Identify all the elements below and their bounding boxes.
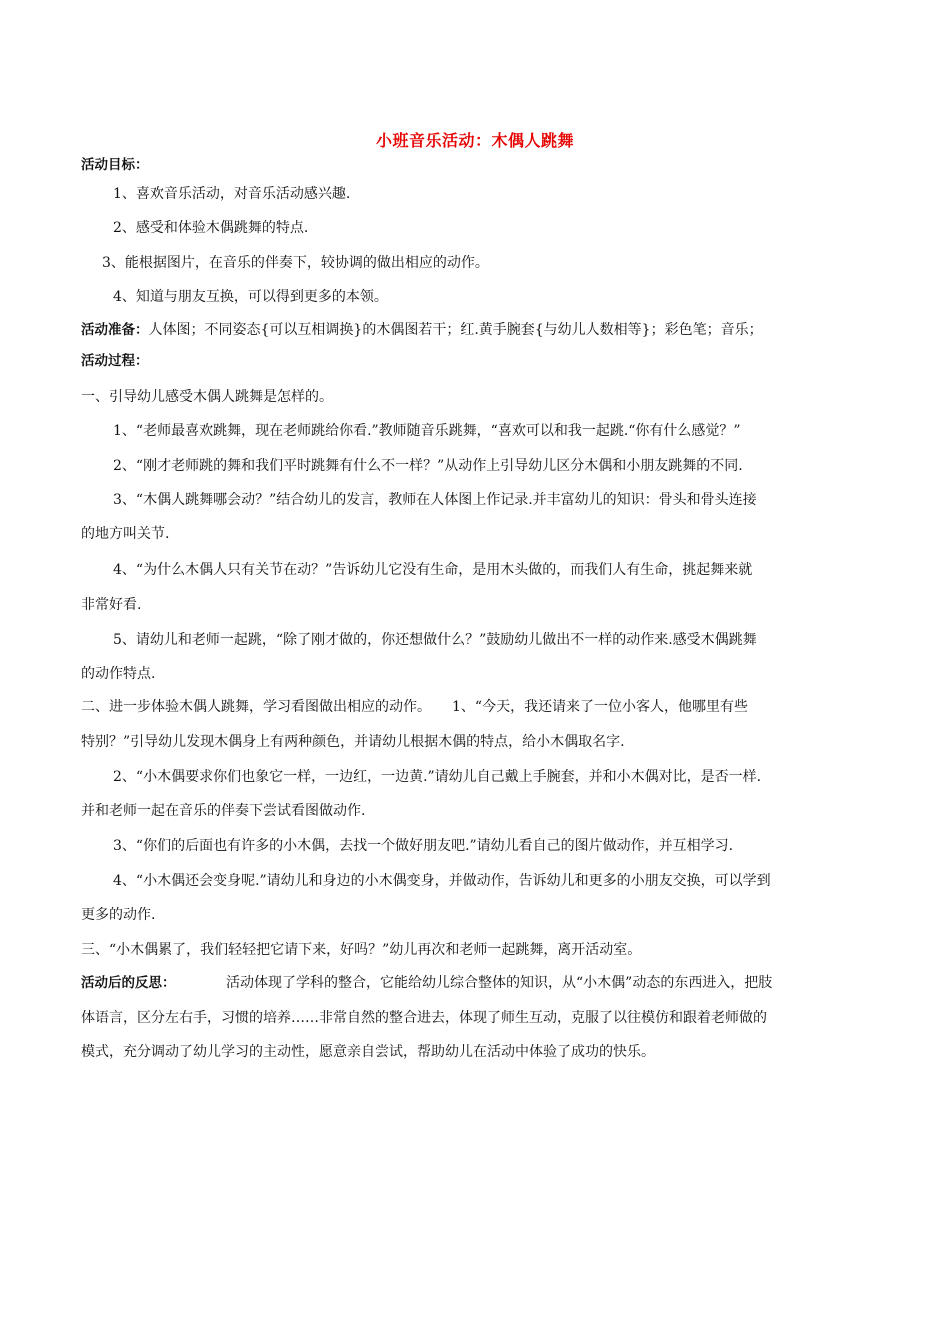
reflection-heading: 活动后的反思： — [81, 975, 176, 991]
process-step-cont: 更多的动作. — [81, 907, 156, 923]
process-step: 2、“小木偶要求你们也象它一样，一边红，一边黄.”请幼儿自己戴上手腕套，并和小木偶对比，是否一样. — [113, 769, 762, 785]
process-part-1: 一、引导幼儿感受木偶人跳舞是怎样的。 — [81, 389, 333, 405]
process-step: 4、“为什么木偶人只有关节在动？”告诉幼儿它没有生命，是用木头做的，而我们人有生命，挑起舞来就 — [113, 562, 753, 578]
goal-item: 3、能根据图片，在音乐的伴奏下，较协调的做出相应的动作。 — [102, 255, 489, 271]
reflection-text: 活动体现了学科的整合，它能给幼儿综合整体的知识，从“小木偶”动态的东西进入，把肢 — [226, 975, 773, 991]
prep-paragraph — [81, 320, 763, 340]
process-step: 3、“你们的后面也有许多的小木偶，去找一个做好朋友吧.”请幼儿看自己的图片做动作，并互相学习. — [113, 838, 734, 854]
process-step: 5、请幼儿和老师一起跳，“除了刚才做的，你还想做什么？”鼓励幼儿做出不一样的动作来.感受木偶跳舞 — [113, 632, 757, 648]
process-step: 3、“木偶人跳舞哪会动？”结合幼儿的发言，教师在人体图上作记录.并丰富幼儿的知识：骨头和骨头连接 — [113, 492, 757, 508]
process-step-cont: 的动作特点. — [81, 666, 156, 682]
prep-heading: 活动准备： — [81, 322, 149, 338]
process-part-3: 三、“小木偶累了，我们轻轻把它请下来，好吗？”幼儿再次和老师一起跳舞，离开活动室。 — [81, 942, 642, 958]
reflection-text: 模式，充分调动了幼儿学习的主动性，愿意亲自尝试，帮助幼儿在活动中体验了成功的快乐。 — [81, 1044, 655, 1060]
reflection-text: 体语言，区分左右手，习惯的培养……非常自然的整合进去，体现了师生互动，克服了以往模仿和跟着老师做的 — [81, 1010, 767, 1026]
process-step-cont: 的地方叫关节. — [81, 526, 170, 542]
goal-item: 2、感受和体验木偶跳舞的特点. — [113, 220, 309, 236]
goal-item: 1、喜欢音乐活动，对音乐活动感兴趣. — [113, 186, 351, 202]
document-title: 小班音乐活动：木偶人跳舞 — [375, 131, 574, 150]
process-step-cont: 并和老师一起在音乐的伴奏下尝试看图做动作. — [81, 803, 366, 819]
process-step: 4、“小木偶还会变身呢.”请幼儿和身边的小木偶变身，并做动作，告诉幼儿和更多的小朋友交换，可以学到 — [113, 873, 771, 889]
process-heading: 活动过程： — [81, 353, 149, 369]
goals-heading: 活动目标： — [81, 157, 149, 173]
process-part-2: 二、进一步体验木偶人跳舞，学习看图做出相应的动作。 1、“今天，我还请来了一位小客人，他哪里有些 — [81, 699, 749, 715]
goal-item: 4、知道与朋友互换，可以得到更多的本领。 — [113, 289, 388, 305]
prep-text: 人体图；不同姿态{可以互相调换}的木偶图若干；红.黄手腕套{与幼儿人数相等}；彩色笔；音乐； — [148, 322, 763, 338]
process-step: 2、“刚才老师跳的舞和我们平时跳舞有什么不一样？”从动作上引导幼儿区分木偶和小朋友跳舞的不同. — [113, 458, 743, 474]
process-step: 1、“老师最喜欢跳舞，现在老师跳给你看.”教师随音乐跳舞，“喜欢可以和我一起跳.“你有什么感觉？” — [113, 423, 741, 439]
process-step-cont: 非常好看. — [81, 597, 142, 613]
process-step-cont: 特别？”引导幼儿发现木偶身上有两种颜色，并请幼儿根据木偶的特点，给小木偶取名字. — [81, 734, 625, 750]
